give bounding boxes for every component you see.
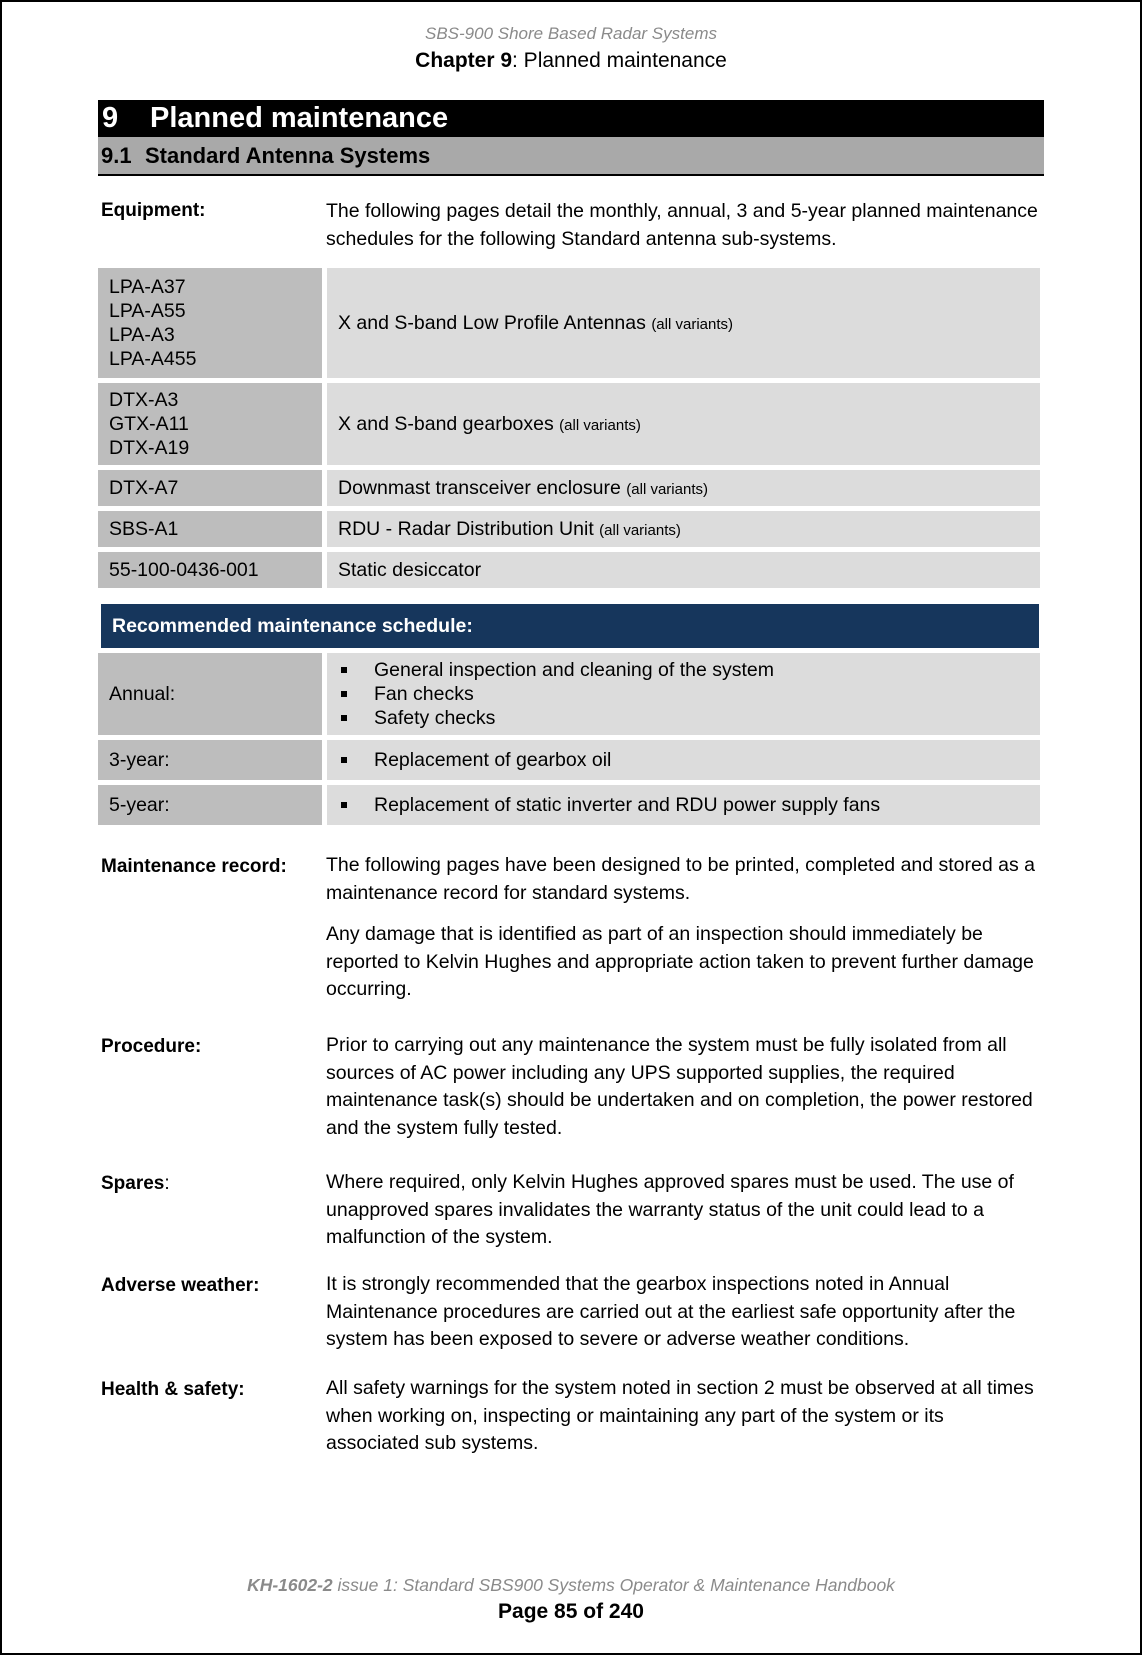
health-safety-text: All safety warnings for the system noted in section 2 must be observed at all times when working on, inspecting or maintaining any part of the system or its associated sub systems. [326, 1377, 1034, 1454]
spares-text: Where required, only Kelvin Hughes approved spares must be used. The use of unapproved spares invalidates the warranty status of the unit could lead to a malfunction of the system. [326, 1171, 1014, 1248]
heading-1-number: 9 [102, 102, 119, 134]
equipment-row [98, 470, 1040, 506]
maintenance-record-label: Maintenance record: [101, 856, 287, 877]
schedule-tasks [327, 785, 1040, 825]
footer-document-title [0, 1575, 1142, 1596]
bullet-icon [341, 802, 347, 808]
spares-label-text: Spares [101, 1173, 165, 1194]
schedule-tasks [327, 740, 1040, 780]
schedule-heading [101, 604, 1039, 648]
schedule-period: 3-year: [98, 740, 327, 780]
task-list [338, 658, 1029, 730]
equipment-variant-note: (all variants) [559, 416, 641, 434]
schedule-period: Annual: [98, 653, 327, 735]
task-item [338, 793, 1029, 817]
schedule-tasks [327, 653, 1040, 735]
adverse-weather-text: It is strongly recommended that the gearbox inspections noted in Annual Maintenance procedures are carried out at the earliest safe opportunity after the system has been exposed to severe or adverse weather conditions. [326, 1273, 1016, 1350]
schedule-period: 5-year: [98, 785, 327, 825]
procedure-label: Procedure: [101, 1036, 202, 1057]
heading-2-title: Standard Antenna Systems [145, 143, 431, 168]
equipment-variant-note: (all variants) [651, 315, 733, 333]
equipment-desc-text: X and S-band Low Profile Antennas [338, 311, 646, 334]
chapter-number: Chapter 9 [415, 49, 513, 72]
running-header-product: SBS-900 Shore Based Radar Systems [425, 24, 717, 43]
equipment-text: The following pages detail the monthly, annual, 3 and 5-year planned maintenance schedules for the following Standard antenna sub-systems. [326, 200, 1038, 250]
equipment-description [327, 552, 1040, 588]
equipment-description [327, 383, 1040, 465]
chapter-title: : Planned maintenance [512, 49, 727, 72]
equipment-codes: DTX-A3 GTX-A11 DTX-A19 [98, 383, 327, 465]
health-safety-label: Health & safety: [101, 1379, 245, 1400]
equipment-desc-text: Static desiccator [338, 558, 482, 581]
equipment-variant-note: (all variants) [599, 521, 681, 539]
schedule-row [98, 653, 1040, 735]
bullet-icon [341, 667, 347, 673]
footer-doc-title: issue 1: Standard SBS900 Systems Operator & Maintenance Handbook [332, 1575, 895, 1595]
equipment-codes: SBS-A1 [98, 511, 327, 547]
task-text: Replacement of static inverter and RDU power supply fans [374, 794, 881, 816]
task-item [338, 682, 1029, 706]
page-number: Page 85 of 240 [498, 1600, 644, 1623]
bullet-icon [341, 715, 347, 721]
equipment-table [98, 263, 1040, 593]
equipment-desc-text: X and S-band gearboxes [338, 412, 554, 435]
spares-label-colon: : [164, 1173, 170, 1194]
bullet-icon [341, 757, 347, 763]
procedure-text: Prior to carrying out any maintenance the system must be fully isolated from all sources of AC power including any UPS supported supplies, the required maintenance task(s) should be undertaken and on completion, the power restored and the system fully tested. [326, 1034, 1033, 1139]
maintenance-record-text-1: The following pages have been designed to be printed, completed and stored as a maintenance record for standard systems. [326, 854, 1035, 904]
task-text: Safety checks [374, 707, 496, 729]
heading-2-number: 9.1 [101, 143, 132, 168]
equipment-row [98, 552, 1040, 588]
heading-level-2 [98, 137, 1044, 176]
equipment-desc-text: Downmast transceiver enclosure [338, 476, 621, 499]
equipment-codes: DTX-A7 [98, 470, 327, 506]
equipment-description [327, 511, 1040, 547]
equipment-variant-note: (all variants) [626, 480, 708, 498]
running-header-chapter [0, 49, 1142, 73]
equipment-row [98, 268, 1040, 378]
equipment-description [327, 268, 1040, 378]
equipment-desc-text: RDU - Radar Distribution Unit [338, 517, 594, 540]
task-item [338, 706, 1029, 730]
task-text: General inspection and cleaning of the system [374, 659, 774, 681]
schedule-table [98, 648, 1040, 830]
equipment-row [98, 383, 1040, 465]
task-item [338, 748, 1029, 772]
equipment-row [98, 511, 1040, 547]
task-text: Fan checks [374, 683, 474, 705]
equipment-label: Equipment: [101, 200, 206, 221]
equipment-description [327, 470, 1040, 506]
heading-level-1 [98, 100, 1044, 137]
equipment-codes: 55-100-0436-001 [98, 552, 327, 588]
task-text: Replacement of gearbox oil [374, 749, 612, 771]
task-item [338, 658, 1029, 682]
spares-label [101, 1173, 170, 1195]
adverse-weather-label: Adverse weather: [101, 1275, 260, 1296]
schedule-row [98, 785, 1040, 825]
task-list [338, 748, 1029, 772]
maintenance-record-text-2: Any damage that is identified as part of an inspection should immediately be reported to Kelvin Hughes and appropriate action taken to prevent further damage occurring. [326, 923, 1034, 1000]
equipment-codes: LPA-A37 LPA-A55 LPA-A3 LPA-A455 [98, 268, 327, 378]
heading-1-title: Planned maintenance [150, 102, 449, 134]
schedule-heading-text: Recommended maintenance schedule: [112, 615, 473, 637]
schedule-row [98, 740, 1040, 780]
bullet-icon [341, 691, 347, 697]
footer-doc-id: KH-1602-2 [247, 1575, 333, 1595]
task-list [338, 793, 1029, 817]
